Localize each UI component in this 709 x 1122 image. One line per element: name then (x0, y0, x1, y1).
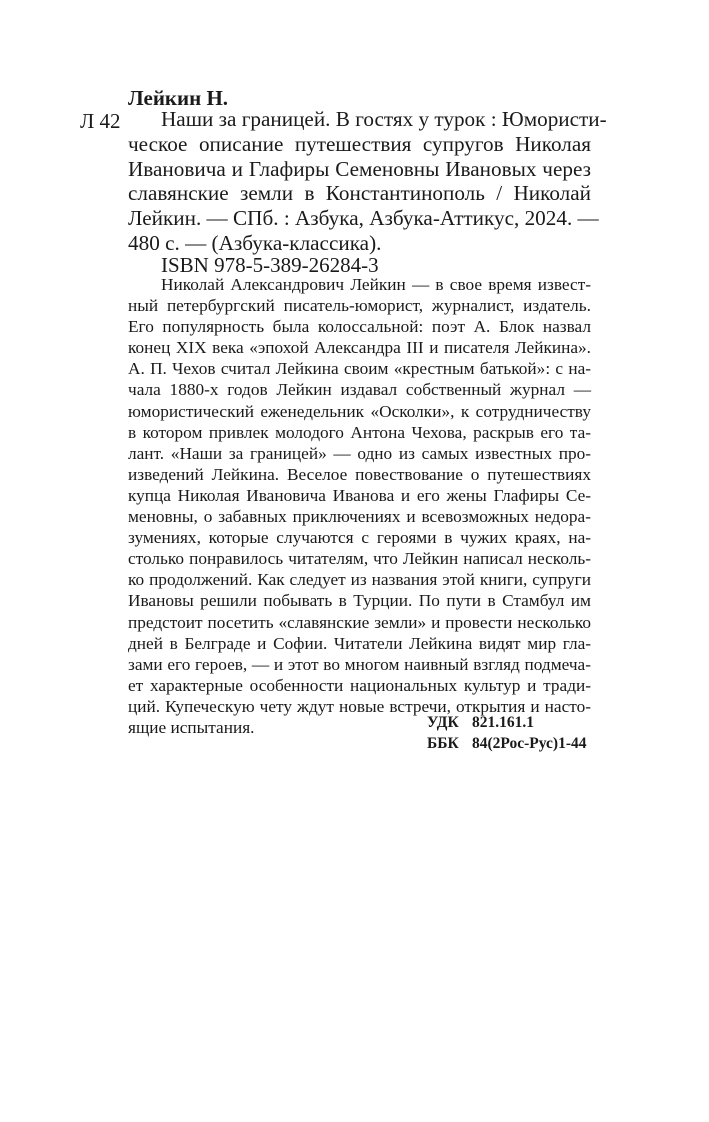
bbk-value: 84(2Рос-Рус)1-44 (472, 735, 587, 752)
annotation-line: купца Николая Ивановича Иванова и его жены Глафиры Се- (128, 485, 591, 505)
annotation-line: А. П. Чехов считал Лейкина своим «крестным батькой»: с на- (128, 359, 591, 379)
annotation-line: юмористический еженедельник «Осколки», к сотрудничеству (128, 401, 591, 421)
annotation-line: ет характерные особенности национальных культур и тради- (128, 675, 591, 695)
annotation-line: зами его героев, — и этот во многом наивный взгляд подмеча- (128, 654, 591, 674)
annotation-line: Ивановы решили побывать в Турции. По пути в Стамбул им (128, 591, 591, 611)
biblio-line: Наши за границей. В гостях у турок : Юмористи- (161, 107, 607, 131)
udk-row (427, 712, 586, 733)
annotation-line: Николай Александрович Лейкин — в свое время извест- (161, 275, 591, 294)
isbn: ISBN 978-5-389-26284-3 (161, 253, 379, 277)
annotation-line: лант. «Наши за границей» — одно из самых известных про- (128, 443, 591, 463)
author-code: Л 42 (80, 109, 121, 133)
annotation-line: конец XIX века «эпохой Александра III и писателя Лейкина». (128, 338, 591, 358)
udk-label: УДК (427, 714, 459, 731)
biblio-line: Ивановича и Глафиры Семеновны Ивановых через (128, 156, 591, 181)
annotation-line: Его популярность была колоссальной: поэт А. Блок назвал (128, 317, 591, 337)
annotation-line: ный петербургский писатель-юморист, журналист, издатель. (128, 296, 591, 316)
annotation-line: в котором привлек молодого Антона Чехова, раскрыв его та- (128, 422, 591, 442)
biblio-line: ческое описание путешествия супругов Николая (128, 131, 591, 156)
annotation-line: столько понравилось читателям, что Лейкин написал несколь- (128, 549, 591, 569)
annotation-line: ций. Купеческую чету ждут новые встречи, открытия и насто- (128, 696, 591, 716)
bbk-label: ББК (427, 735, 459, 752)
annotation-line: ящие испытания. (128, 717, 255, 737)
biblio-line: 480 с. — (Азбука-классика). (128, 230, 382, 255)
annotation-line: зумениях, которые случаются с героями в чужих краях, на- (128, 528, 591, 548)
annotation-line: дней в Белграде и Софии. Читатели Лейкина видят мир гла- (128, 633, 591, 653)
biblio-line: Лейкин. — СПб. : Азбука, Азбука-Аттикус, 2024. — (128, 206, 599, 231)
annotation-line: предстоит посетить «славянские земли» и провести несколько (128, 612, 591, 632)
classification-codes (427, 712, 586, 754)
udk-value: 821.161.1 (472, 714, 534, 731)
annotation-line: изведений Лейкина. Веселое повествование о путешествиях (128, 464, 591, 484)
biblio-line: славянские земли в Константинополь / Николай (128, 181, 591, 206)
annotation-line: чала 1880-х годов Лейкин издавал собственный журнал — (128, 380, 591, 400)
bbk-row (427, 733, 586, 754)
annotation (128, 274, 591, 738)
author-heading: Лейкин Н. (128, 86, 229, 110)
bibliographic-description (128, 107, 607, 256)
annotation-line: ко продолжений. Как следует из названия этой книги, супруги (128, 570, 591, 590)
annotation-line: меновны, о забавных приключениях и всевозможных недора- (128, 507, 591, 527)
